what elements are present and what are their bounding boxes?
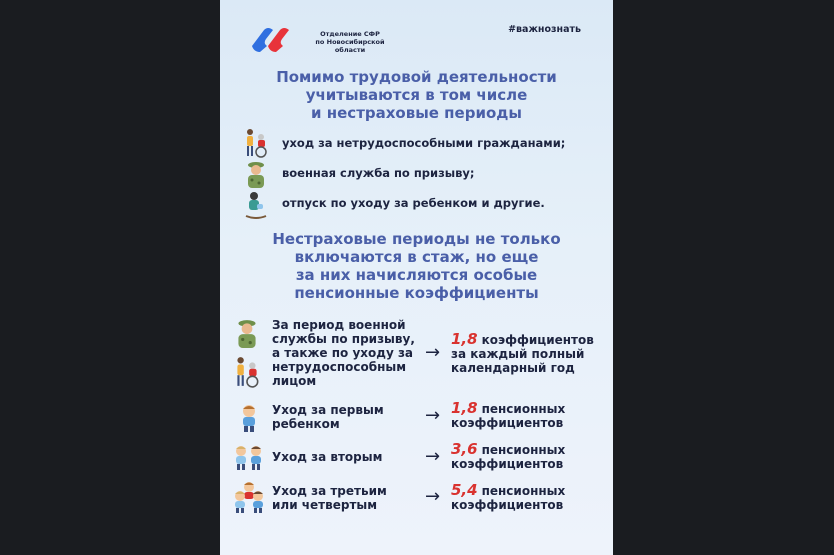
poster [220, 0, 613, 555]
row-1-value: 1,8 [451, 330, 478, 348]
period-item-care: уход за нетрудоспособными гражданами; [282, 136, 566, 150]
two-children-icon [232, 444, 266, 470]
caregiver-wheelchair-icon [232, 356, 262, 388]
row-4-arrow: → [425, 486, 441, 507]
period-item-military: военная служба по призыву; [282, 166, 475, 180]
period-item-parental-leave: отпуск по уходу за ребенком и другие. [282, 196, 545, 210]
row-2-result: 1,8 пенсионных коэффициентов [451, 399, 566, 430]
heading-coefficients: Нестраховые периоды не только включаются в стаж, но еще за них начисляются особые пенсионные коэффициенты [272, 230, 561, 302]
three-children-icon [232, 481, 266, 513]
row-4-value: 5,4 [451, 481, 478, 499]
parent-rocking-chair-icon [242, 190, 270, 220]
soldier-icon [242, 160, 270, 188]
soldier-icon [232, 318, 262, 348]
hashtag: #важнознать [508, 24, 581, 35]
org-name: Отделение СФР по Новосибирской области [315, 30, 385, 54]
row-4-result: 5,4 пенсионных коэффициентов [451, 481, 566, 512]
row-3-arrow: → [425, 446, 441, 467]
row-2-description: Уход за первым ребенком [272, 403, 384, 431]
child-icon [238, 404, 260, 432]
caregiver-wheelchair-icon [242, 128, 270, 158]
row-3-result: 3,6 пенсионных коэффициентов [451, 440, 566, 471]
row-3-value: 3,6 [451, 440, 478, 458]
heading-periods: Помимо трудовой деятельности учитываются в том числе и нестраховые периоды [276, 68, 557, 122]
row-2-value: 1,8 [451, 399, 478, 417]
sfr-logo-icon [248, 24, 292, 54]
row-1-result: 1,8 коэффициентов за каждый полный календарный год [451, 330, 594, 375]
row-1-description: За период военной службы по призыву, а также по уходу за нетрудоспособным лицом [272, 318, 415, 388]
row-1-arrow: → [425, 342, 441, 363]
row-4-description: Уход за третьим или четвертым [272, 484, 387, 512]
row-3-description: Уход за вторым [272, 450, 383, 464]
row-2-arrow: → [425, 405, 441, 426]
